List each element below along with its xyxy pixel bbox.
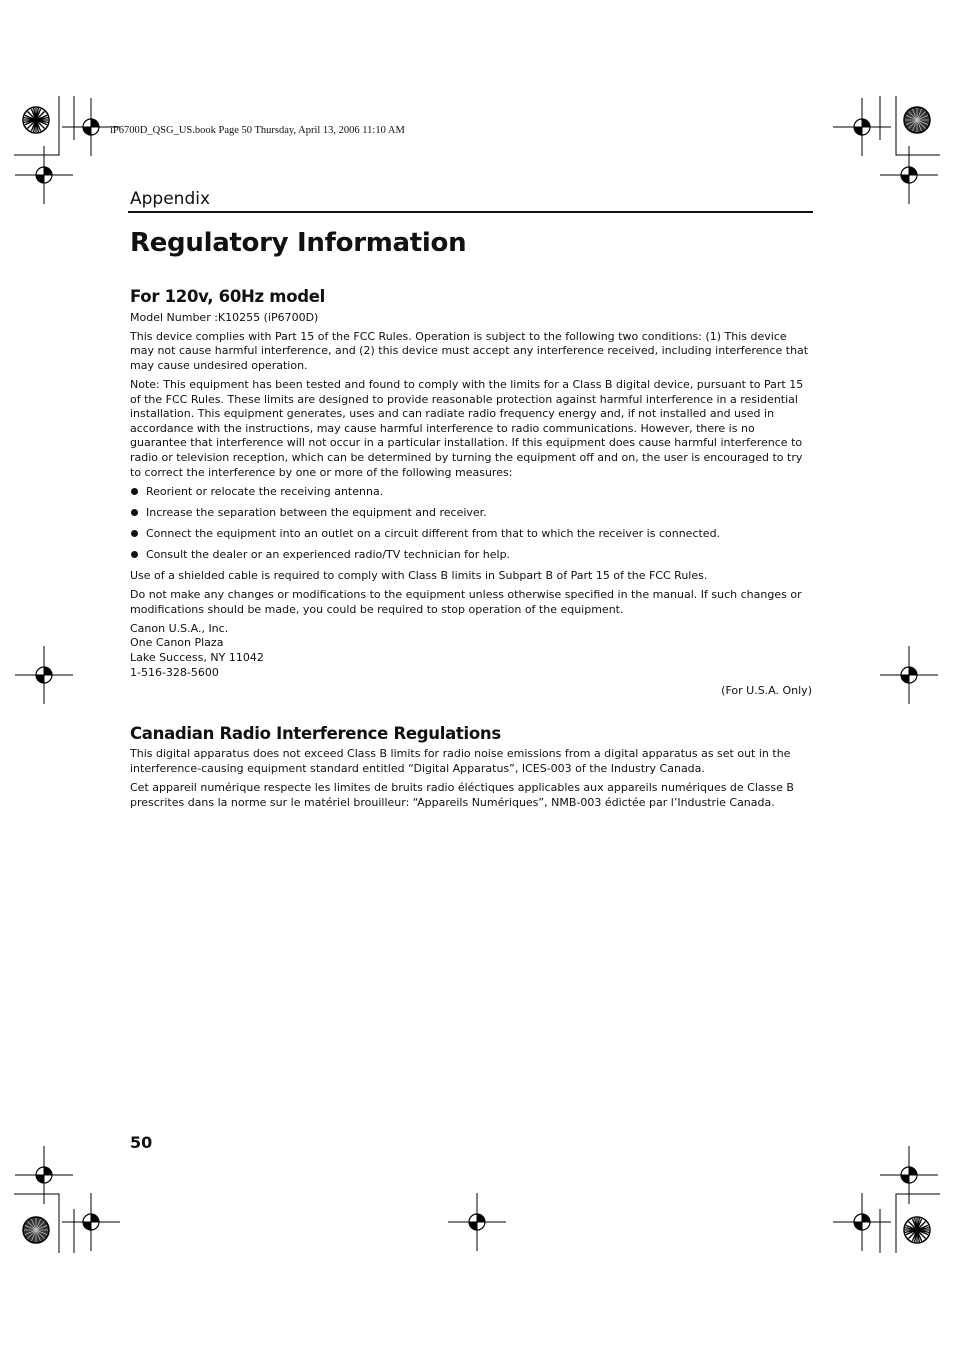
bullet-icon [131, 530, 138, 537]
address-line: One Canon Plaza [130, 636, 224, 650]
canada-french-paragraph: Cet appareil numérique respecte les limites de bruits radio éléctiques applicables aux appareils numériques de Classe B prescrites dans la norme sur le matériel brouilleur: “Appareils Numériques”, NMB-003 édictée par l’Industrie Canada. [130, 781, 794, 809]
canada-heading: Canadian Radio Interference Regulations [130, 723, 501, 743]
section-label: Appendix [130, 189, 211, 209]
bullet-icon [131, 509, 138, 516]
list-item: Connect the equipment into an outlet on a circuit different from that to which the receiver is connected. [130, 527, 812, 542]
bullet-icon [131, 551, 138, 558]
address-line: Canon U.S.A., Inc. [130, 621, 229, 635]
fcc-compliance-paragraph: This device complies with Part 15 of the FCC Rules. Operation is subject to the following two conditions: (1) This device may not cause harmful interference, and (2) this device must accept any interference received, including interference that may cause undesired operation. [130, 329, 809, 372]
bullet-icon [131, 488, 138, 495]
list-item: Consult the dealer or an experienced radio/TV technician for help. [130, 548, 812, 563]
fcc-heading: For 120v, 60Hz model [130, 287, 325, 306]
fcc-note-paragraph: Note: This equipment has been tested and found to comply with the limits for a Class B digital device, pursuant to Part 15 of the FCC Rules. These limits are designed to provide reasonable protection against harmful interference in a residential installation. This equipment generates, uses and can radiate radio frequency energy and, if not installed and used in accordance with the instructions, may cause harmful interference to radio communications. However, there is no guarantee that interference will not occur in a particular installation. If this equipment does cause harmful interference to radio or television reception, which can be determined by turning the equipment off and on, the user is encouraged to try to correct the interference by one or more of the following measures: [130, 377, 804, 479]
modifications-paragraph: Do not make any changes or modifications to the equipment unless otherwise specified in the manual. If such changes or modifications should be made, you could be required to stop operation of the equipment. [130, 588, 802, 616]
page-title: Regulatory Information [130, 228, 467, 258]
print-slug: iP6700D_QSG_US.book Page 50 Thursday, April 13, 2006 11:10 AM [110, 125, 405, 136]
list-item: Increase the separation between the equipment and receiver. [130, 506, 812, 521]
measures-list [130, 485, 812, 563]
model-number: Model Number :K10255 (iP6700D) [130, 310, 319, 324]
usa-only-note: (For U.S.A. Only) [721, 684, 812, 698]
address-line: Lake Success, NY 11042 [130, 650, 264, 664]
list-item: Reorient or relocate the receiving antenna. [130, 485, 812, 500]
main-content [130, 287, 812, 815]
canada-english-paragraph: This digital apparatus does not exceed Class B limits for radio noise emissions from a digital apparatus as set out in the interference-causing equipment standard entitled “Digital Apparatus”, ICES-003 of the Industry Canada. [130, 747, 791, 775]
header-rule [128, 211, 813, 213]
shielded-cable-paragraph: Use of a shielded cable is required to comply with Class B limits in Subpart B of Part 15 of the FCC Rules. [130, 569, 708, 582]
page-number: 50 [130, 1133, 153, 1152]
address-line: 1-516-328-5600 [130, 665, 219, 679]
canon-address [130, 622, 812, 680]
